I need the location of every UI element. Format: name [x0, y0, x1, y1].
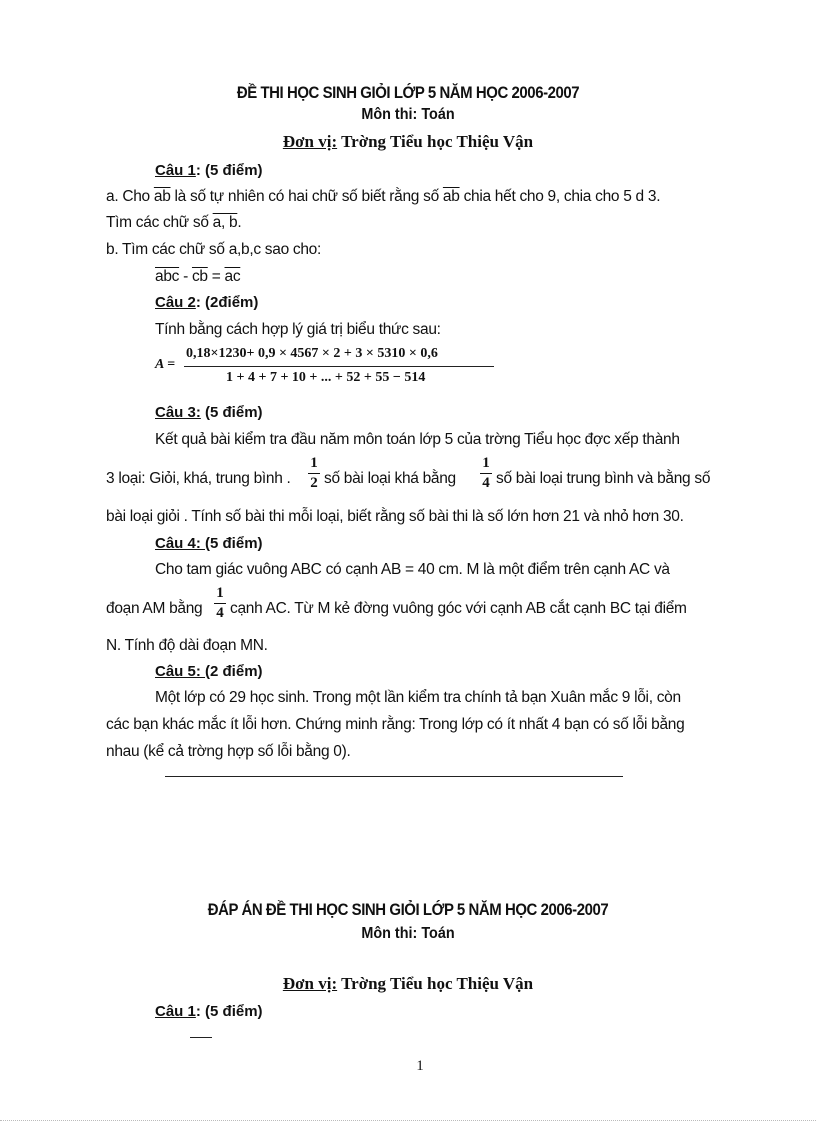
q3-line3: bài loại giỏi . Tính số bài thi mỗi loại, biết rằng số bài thi là số lớn hơn 21 và nhỏ hơn 30.: [106, 508, 684, 525]
fraction-bar: [480, 473, 492, 474]
q4-line1: Cho tam giác vuông ABC có cạnh AB = 40 cm. M là một điểm trên cạnh AC và: [155, 561, 670, 578]
numerator: 1: [216, 585, 224, 601]
q2-label: Câu 2: [155, 294, 196, 311]
q3-line2c: số bài loại trung bình và bằng số: [496, 470, 711, 487]
fraction-bar: [214, 603, 226, 604]
exam-title: ĐỀ THI HỌC SINH GIỎI LỚP 5 NĂM HỌC 2006-2007: [236, 83, 580, 102]
fraction-one-half: [308, 455, 320, 492]
exam-unit: [0, 132, 816, 152]
denominator: 4: [216, 605, 224, 621]
text: là số tự nhiên có hai chữ số biết rằng số: [170, 188, 443, 205]
overline-abc: $\overline{abc}$: [155, 268, 180, 285]
q4-line2a: đoạn AM bằng: [106, 600, 203, 617]
q2-numerator: 0,18×1230+ 0,9 × 4567 × 2 + 3 × 5310 × 0,6: [186, 346, 438, 361]
denominator: 2: [310, 475, 318, 491]
overline-ab: $\overline{ab}$: [153, 188, 171, 205]
q1-points: : (5 điểm): [195, 162, 263, 179]
denominator: 4: [482, 475, 490, 491]
q5-points: (2 điểm): [205, 663, 263, 680]
text: a. Cho: [106, 188, 154, 205]
answer-title: ĐÁP ÁN ĐỀ THI HỌC SINH GIỎI LỚP 5 NĂM HỌC 2006-2007: [207, 900, 609, 919]
q1-b-equation: [155, 268, 240, 286]
page-number: 1: [416, 1058, 424, 1074]
q4-points: (5 điểm): [205, 535, 263, 552]
unit-name: Trờng Tiểu học Thiệu Vận: [337, 132, 534, 151]
q3-line2a: 3 loại: Giỏi, khá, trung bình .: [106, 470, 291, 487]
overline-ab: $\overline{ab}$: [442, 188, 460, 205]
q2-points: : (2điểm): [195, 294, 259, 311]
q5-heading: [155, 663, 263, 680]
answer-subject: Môn thi: Toán: [361, 925, 455, 942]
q3-line1: Kết quả bài kiểm tra đầu năm môn toán lớp 5 của trờng Tiểu học đợc xếp thành: [155, 431, 680, 448]
q4-line2b: cạnh AC. Từ M kẻ đờng vuông góc với cạnh AB cắt cạnh BC tại điểm: [230, 600, 687, 617]
q2-heading: [155, 294, 258, 311]
overline-ab: a, b: [212, 214, 238, 231]
q2-denominator: 1 + 4 + 7 + 10 + ... + 52 + 55 − 514: [226, 370, 426, 385]
answer-unit: [0, 974, 816, 994]
q1-heading: [155, 162, 263, 179]
q3-points: (5 điểm): [200, 404, 263, 421]
numerator: 1: [482, 455, 490, 471]
overline-cb: $\overline{cb}$: [191, 268, 208, 285]
numerator: 1: [310, 455, 318, 471]
q4-heading: [155, 535, 263, 552]
fraction-bar: [184, 366, 494, 367]
q4-line3: N. Tính độ dài đoạn MN.: [106, 637, 268, 654]
answer-q1-points: : (5 điểm): [195, 1003, 263, 1020]
answer-q1-label: Câu 1: [155, 1003, 196, 1020]
answer-q1-heading: [155, 1003, 263, 1020]
page-edge: [0, 1120, 816, 1121]
q3-line2b: số bài loại khá bằng: [324, 470, 456, 487]
q1-b-line1: b. Tìm các chữ số a,b,c sao cho:: [106, 241, 322, 258]
text: chia hết cho 9, chia cho 5 d 3.: [459, 188, 661, 205]
unit-label: Đơn vị:: [282, 132, 338, 151]
q3-label: Câu 3:: [155, 404, 201, 421]
q2-lhs: A =: [155, 357, 176, 372]
overline-mark: [190, 1037, 212, 1038]
q1-a-line2: [106, 214, 241, 232]
q1-label: Câu 1: [155, 162, 196, 179]
q5-line3: nhau (kể cả trờng hợp số lỗi bằng 0).: [106, 743, 351, 760]
q5-line2: các bạn khác mắc ít lỗi hơn. Chứng minh rằng: Trong lớp có ít nhất 4 bạn có số lỗi bằng: [106, 716, 685, 733]
text: Tìm các chữ số: [106, 214, 213, 231]
text: -: [179, 268, 192, 285]
overline-ac: $\overline{ac}$: [224, 268, 241, 285]
unit-label: Đơn vị:: [282, 974, 338, 993]
fraction-one-quarter: [480, 455, 492, 492]
text: =: [207, 268, 225, 285]
q2-instruction: Tính bằng cách hợp lý giá trị biểu thức sau:: [155, 321, 441, 338]
q4-label: Câu 4:: [155, 535, 206, 552]
fraction-one-quarter: [214, 585, 226, 622]
q5-line1: Một lớp có 29 học sinh. Trong một lần kiểm tra chính tả bạn Xuân mắc 9 lỗi, còn: [155, 689, 681, 706]
fraction-bar: [308, 473, 320, 474]
q5-label: Câu 5:: [155, 663, 206, 680]
text: .: [237, 214, 242, 231]
q3-heading: [155, 404, 263, 421]
exam-subject: Môn thi: Toán: [361, 106, 455, 123]
q1-a-line1: [106, 188, 660, 206]
section-divider: [165, 776, 623, 777]
unit-name: Trờng Tiểu học Thiệu Vận: [337, 974, 534, 993]
